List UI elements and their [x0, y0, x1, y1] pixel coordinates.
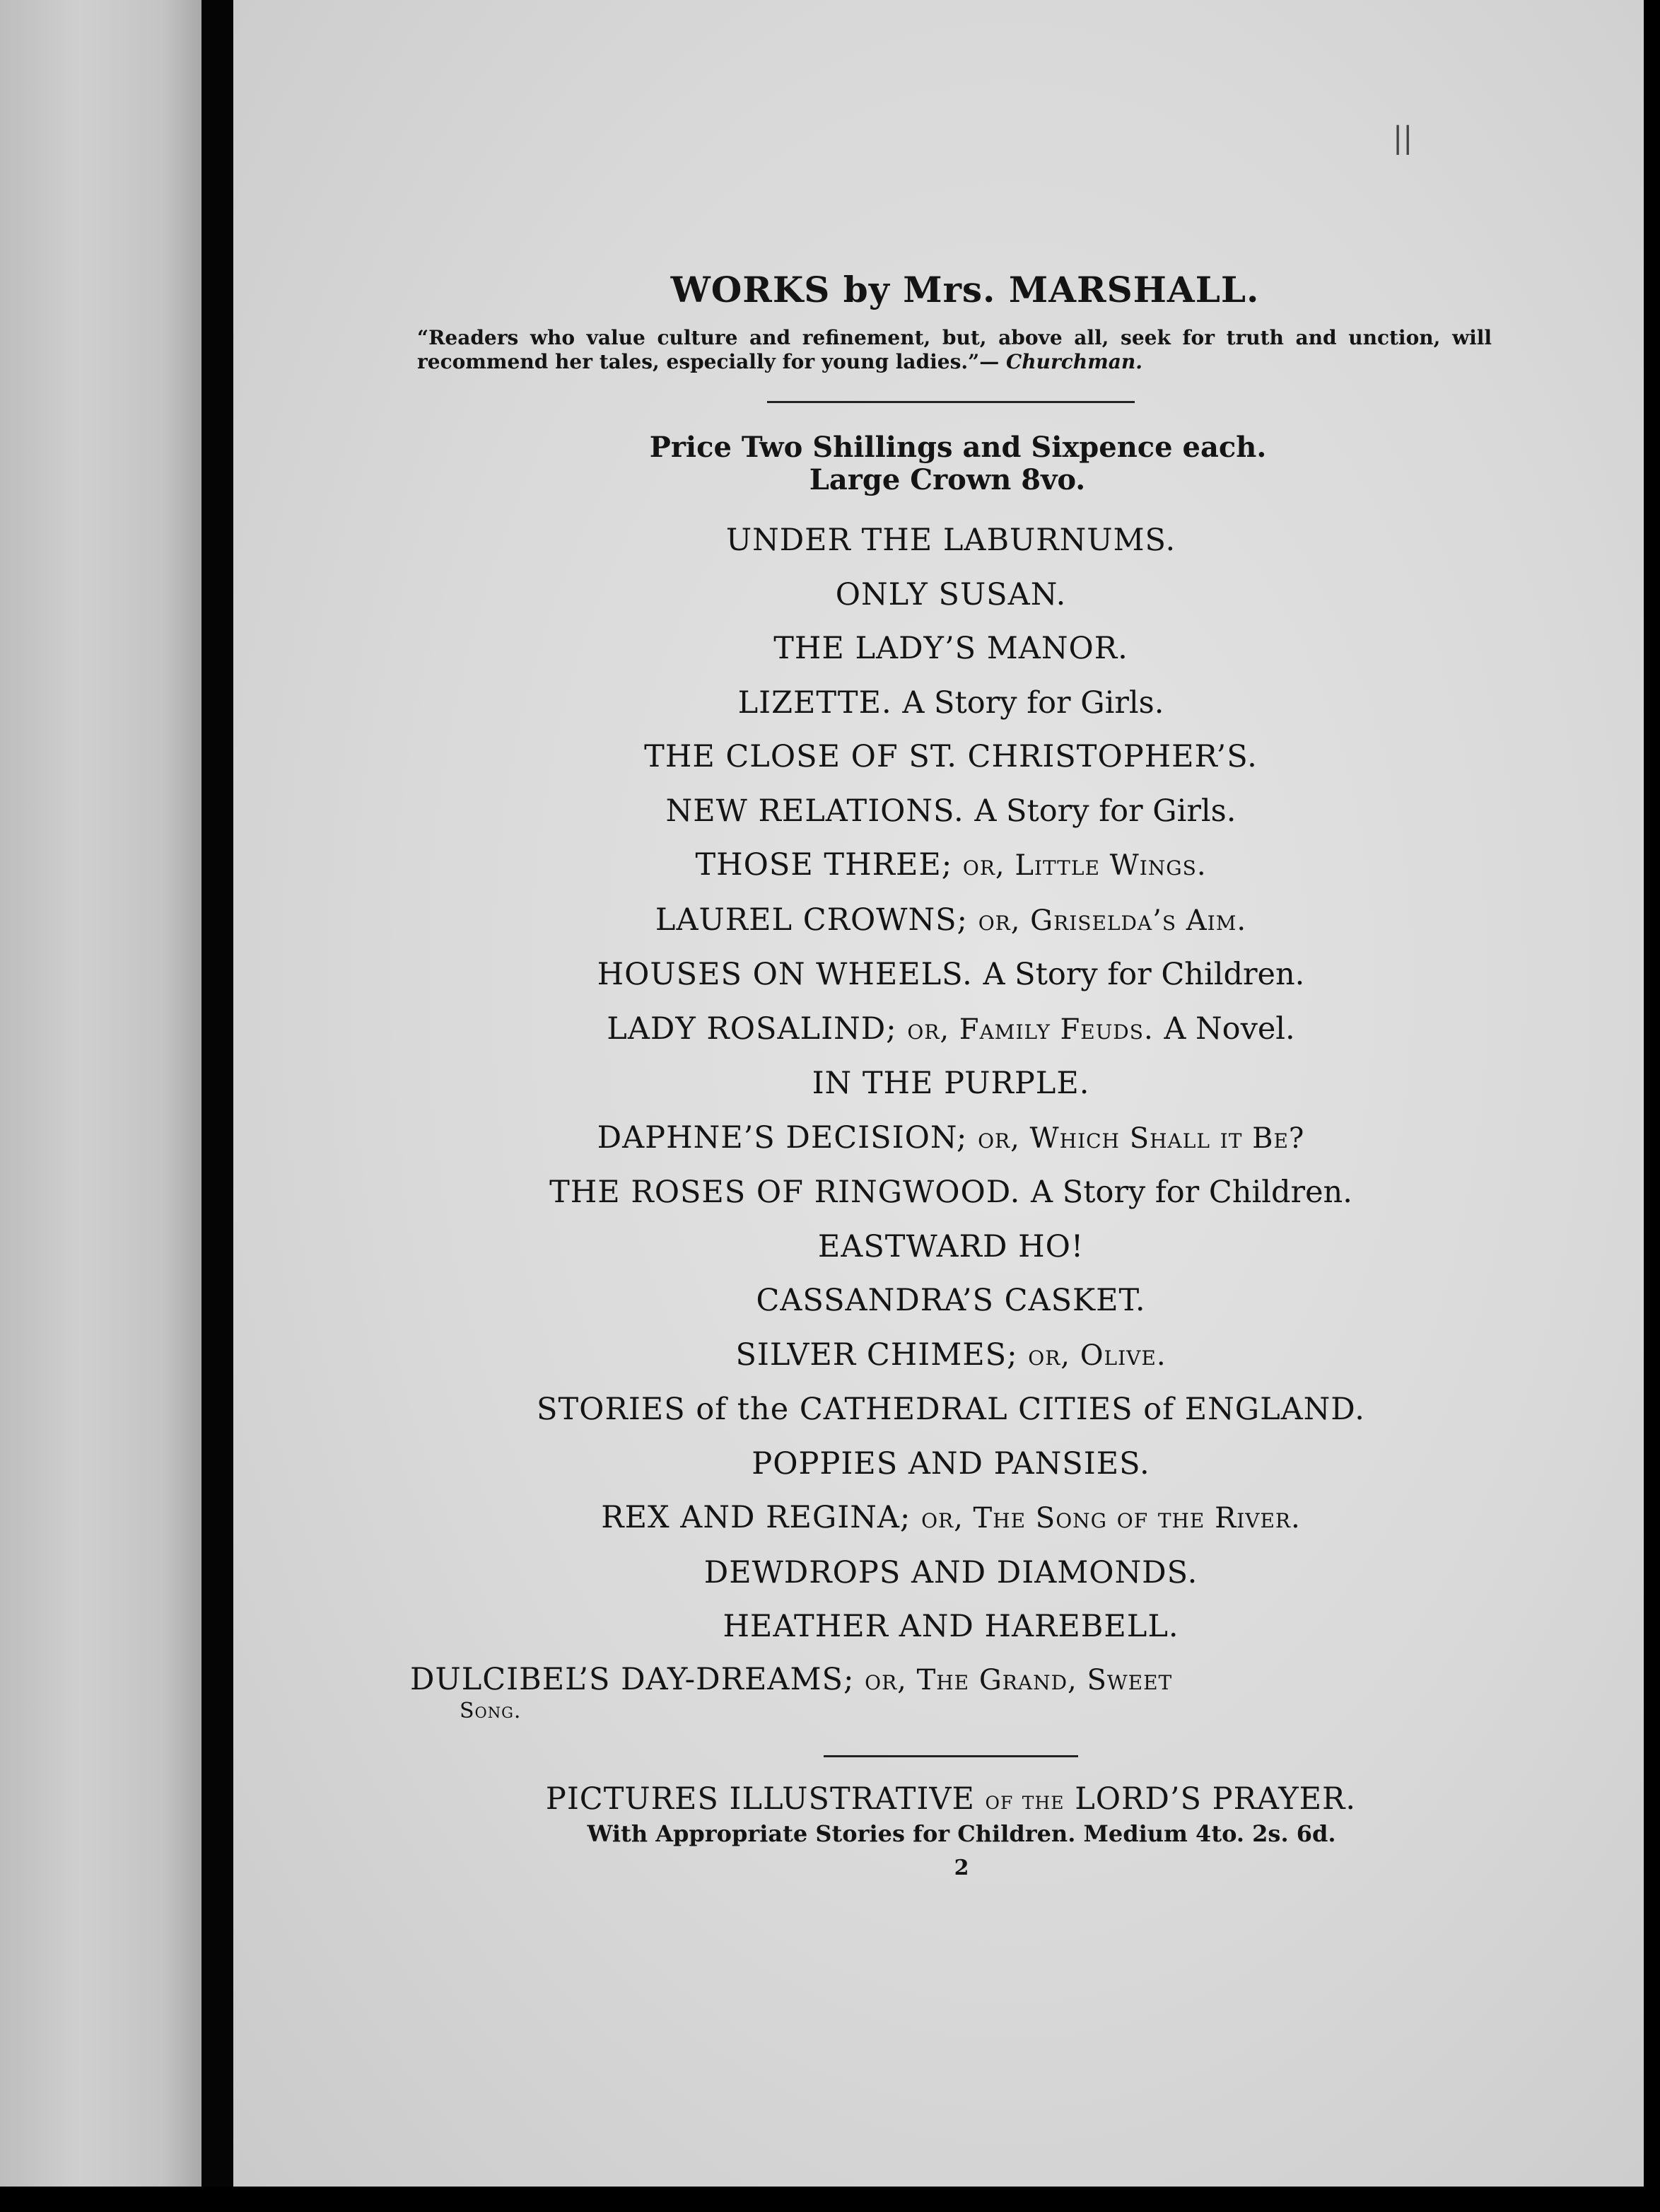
- book-page: [233, 0, 1644, 2187]
- title-entry: [410, 568, 1492, 622]
- footer-title-end: LORD’S PRAYER.: [1075, 1781, 1357, 1817]
- title-main: SILVER CHIMES;: [735, 1337, 1018, 1373]
- page-bottom-edge: [0, 2187, 1660, 2212]
- title-main: CASSANDRA’S CASKET.: [756, 1283, 1146, 1318]
- title-main: DULCIBEL’S DAY-DREAMS;: [410, 1661, 855, 1697]
- title-entry: [410, 1328, 1492, 1383]
- quote-text: “Readers who value culture and refinement, but, above all, seek for truth and unction, will recommend her tales, especially for young ladies.”—: [417, 326, 1492, 373]
- footer-title-main: PICTURES ILLUSTRATIVE: [545, 1781, 975, 1817]
- format-line: Large Crown 8vo.: [809, 463, 1086, 496]
- title-main: IN THE PURPLE.: [812, 1066, 1090, 1101]
- title-entry: [410, 1056, 1492, 1111]
- title-entry: [410, 1220, 1492, 1274]
- title-main: DEWDROPS AND DIAMONDS.: [703, 1554, 1198, 1590]
- title-entry: [410, 1491, 1492, 1546]
- title-main: EASTWARD HO!: [817, 1228, 1085, 1264]
- quote-source: Churchman.: [1005, 350, 1143, 373]
- title-main: REX AND REGINA;: [601, 1500, 911, 1535]
- title-subtitle: A Story for Girls.: [974, 793, 1237, 829]
- page-right-edge: [1644, 0, 1660, 2212]
- title-subtitle: A Story for Children.: [983, 957, 1305, 992]
- title-entry: [410, 676, 1492, 730]
- page-content: [410, 269, 1492, 1880]
- title-main: HEATHER AND HAREBELL.: [723, 1609, 1179, 1644]
- footer-title-sc: of the: [985, 1786, 1065, 1815]
- title-subtitle: A Story for Children.: [1031, 1175, 1352, 1210]
- title-alt: or, The Song of the River.: [921, 1502, 1301, 1535]
- divider-rule-short: [824, 1755, 1078, 1757]
- title-main: THE ROSES OF RINGWOOD.: [549, 1175, 1021, 1210]
- divider-rule: [767, 401, 1135, 403]
- title-entry: [410, 1600, 1492, 1654]
- title-entry: [410, 784, 1492, 839]
- title-entry: [410, 1274, 1492, 1328]
- title-main: THE CLOSE OF ST. CHRISTOPHER’S.: [644, 739, 1258, 774]
- title-main: LAUREL CROWNS;: [655, 902, 969, 938]
- title-main: ONLY SUSAN.: [835, 576, 1067, 612]
- review-quote: [417, 326, 1492, 374]
- title-entry: [410, 1382, 1492, 1437]
- title-continuation: Song.: [460, 1698, 522, 1723]
- title-main: UNDER THE LABURNUMS.: [725, 523, 1176, 558]
- title-main: LIZETTE.: [737, 685, 892, 721]
- title-entry: [410, 1437, 1492, 1491]
- footer-title: [410, 1781, 1492, 1819]
- title-entry-last: [410, 1661, 1492, 1727]
- titles-list: [410, 513, 1492, 1654]
- title-alt: or, Which Shall it Be?: [978, 1122, 1305, 1155]
- price-line: Price Two Shillings and Sixpence each.: [649, 431, 1267, 464]
- title-alt: or, The Grand, Sweet: [865, 1663, 1173, 1696]
- corner-mark: ||: [1393, 120, 1413, 155]
- title-entry: [410, 730, 1492, 784]
- book-gutter: [201, 0, 233, 2212]
- title-main: THOSE THREE;: [695, 847, 953, 883]
- title-main: HOUSES ON WHEELS.: [597, 957, 973, 992]
- facing-page-edge: [0, 0, 201, 2212]
- title-main: LADY ROSALIND;: [607, 1011, 897, 1047]
- footer-subtitle: With Appropriate Stories for Children. Medium 4to. 2s. 6d.: [587, 1820, 1336, 1847]
- title-main: THE LADY’S MANOR.: [773, 631, 1128, 666]
- title-subtitle: A Story for Girls.: [902, 685, 1164, 721]
- title-entry: [410, 948, 1492, 1002]
- title-entry: [410, 1111, 1492, 1166]
- title-entry: [410, 838, 1492, 893]
- title-entry: [410, 1165, 1492, 1220]
- title-entry: [410, 622, 1492, 676]
- title-alt: or, Griselda’s Aim.: [978, 904, 1247, 937]
- price-block: [410, 431, 1492, 496]
- title-alt: or, Family Feuds.: [907, 1013, 1154, 1046]
- title-alt: or, Little Wings.: [962, 849, 1207, 882]
- title-main: STORIES of the CATHEDRAL CITIES of ENGLAND.: [537, 1392, 1365, 1427]
- title-main: NEW RELATIONS.: [665, 793, 964, 829]
- title-entry: [410, 1546, 1492, 1600]
- title-alt: or, Olive.: [1028, 1339, 1167, 1372]
- page-number: 2: [954, 1855, 969, 1880]
- title-subtitle: A Novel.: [1164, 1011, 1295, 1047]
- title-main: POPPIES AND PANSIES.: [752, 1445, 1150, 1482]
- title-entry: [410, 513, 1492, 568]
- title-entry: [410, 1002, 1492, 1057]
- page-title: WORKS by Mrs. MARSHALL.: [670, 269, 1260, 310]
- title-entry: [410, 893, 1492, 948]
- title-main: DAPHNE’S DECISION;: [597, 1119, 968, 1156]
